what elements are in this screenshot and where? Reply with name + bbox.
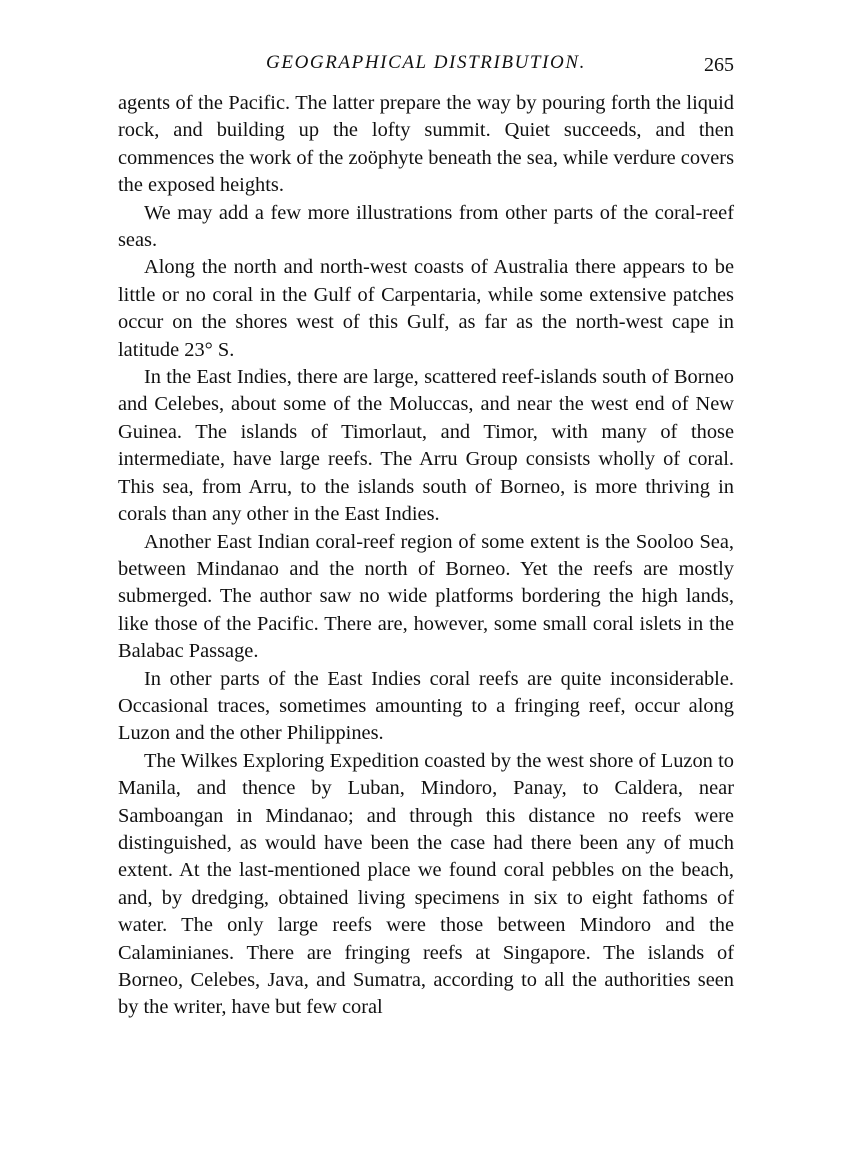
running-head: GEOGRAPHICAL DISTRIBUTION. bbox=[266, 52, 586, 73]
paragraph: agents of the Pacific. The latter prepare the way by pouring forth the liquid rock, and building up the lofty summit. Quiet succeeds, and then commences the work of the zoöphyte beneath the sea, while verdure covers the exposed heights. bbox=[118, 92, 735, 197]
paragraph: Along the north and north-west coasts of Australia there appears to be little or no coral in the Gulf of Carpentaria, while some extensive patches occur on the shores west of this Gulf, as far as the north-west cape in latitude 23° S. bbox=[118, 256, 734, 361]
paragraph: In the East Indies, there are large, scattered reef-islands south of Borneo and Celebes, about some of the Moluccas, and near the west end of New Guinea. The islands of Timorlaut, and Timor, with many of those intermediate, have large reefs. The Arru Group consists wholly of coral. This sea, from Arru, to the islands south of Borneo, is more thriving in corals than any other in the East Indies. bbox=[118, 366, 734, 526]
book-page bbox=[118, 46, 734, 1022]
paragraph: The Wilkes Exploring Expedition coasted by the west shore of Luzon to Manila, and thence by Luban, Mindoro, Panay, to Caldera, near Samboangan in Mindanao; and through this distance no reefs were distinguished, as would have been the case had there been any of much extent. At the last-mentioned place we found coral pebbles on the beach, and, by dredging, obtained living specimens in six to eight fathoms of water. The only large reefs were those between Mindoro and the Calaminianes. There are fringing reefs at Singapore. The islands of Borneo, Celebes, Java, and Sumatra, according to all the authorities seen by the writer, have but few coral bbox=[118, 749, 734, 1019]
page-number: 265 bbox=[704, 54, 734, 76]
page-header bbox=[118, 46, 734, 80]
body-text bbox=[118, 90, 734, 1022]
paragraph: We may add a few more illustrations from other parts of the coral-reef seas. bbox=[118, 201, 734, 252]
paragraph: In other parts of the East Indies coral reefs are quite inconsiderable. Occasional traces, sometimes amounting to a fringing reef, occur along Luzon and the other Philippines. bbox=[118, 667, 734, 745]
paragraph: Another East Indian coral-reef region of some extent is the Sooloo Sea, between Mindanao and the north of Borneo. Yet the reefs are mostly submerged. The author saw no wide platforms bordering the high lands, like those of the Pacific. There are, however, some small coral islets in the Balabac Passage. bbox=[118, 530, 734, 663]
